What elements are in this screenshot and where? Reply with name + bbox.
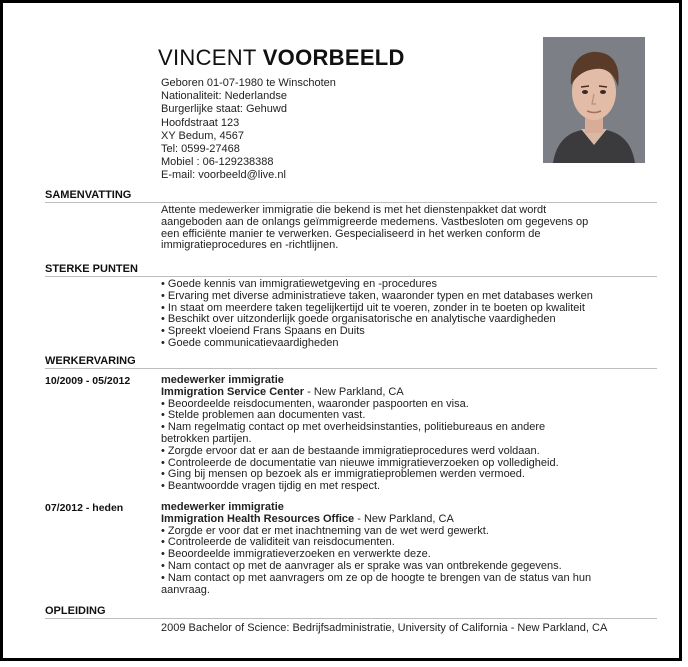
job-duty: • Stelde problemen aan documenten vast. [161, 409, 366, 422]
company-name: Immigration Service Center [161, 385, 305, 398]
company-location: - New Parkland, CA [354, 512, 454, 525]
job-entry [161, 502, 651, 596]
job-dates: 10/2009 - 05/2012 [45, 375, 131, 387]
job-duty: aanvraag. [161, 583, 210, 596]
portrait-illustration [543, 37, 645, 163]
company-location: - New Parkland, CA [304, 385, 404, 398]
job-duty: • Beoordeelde immigratieverzoeken en verwerkte deze. [161, 548, 431, 561]
job-employer [161, 387, 651, 399]
full-name [158, 45, 405, 71]
company-name: Immigration Health Resources Office [161, 512, 355, 525]
contact-line: XY Bedum, 4567 [161, 129, 244, 142]
summary-line: Attente medewerker immigratie die bekend is met het dienstenpakket dat wordt [161, 204, 547, 216]
summary-line: aangeboden aan de onlangs geïmmigreerde medemens. Vastbesloten om gegevens op [161, 215, 589, 228]
job-duty: • Nam contact op met de aanvrager als er sprake was van ontbrekende gegevens. [161, 559, 562, 572]
job-entry [161, 375, 651, 493]
list-item: • Goede kennis van immigratiewetgeving en -procedures [161, 278, 437, 290]
section-title-experience: WERKERVARING [45, 355, 136, 367]
job-duty: • Controleerde de validiteit van reisdocumenten. [161, 536, 395, 549]
job-role: medewerker immigratie [161, 501, 284, 513]
strengths-list [161, 279, 651, 350]
list-item: • Spreekt vloeiend Frans Spaans en Duits [161, 325, 365, 338]
job-dates: 07/2012 - heden [45, 502, 124, 514]
job-duty: betrokken partijen. [161, 432, 252, 445]
contact-details [161, 77, 336, 183]
contact-line: Tel: 0599-27468 [161, 143, 240, 156]
list-item: • Beschikt over uitzonderlijk goede organisatorische en analytische vaardigheden [161, 313, 556, 326]
education-text [161, 623, 651, 635]
section-divider [45, 276, 657, 277]
job-duty: • Beantwoordde vragen tijdig en met respect. [161, 480, 381, 493]
job-duty: • Controleerde de documentatie van nieuwe immigratieverzoeken op volledigheid. [161, 456, 559, 469]
profile-photo [543, 37, 645, 163]
section-divider [45, 618, 657, 619]
job-duty: • Ging bij mensen op bezoek als er immigratieproblemen werden vermoed. [161, 468, 525, 481]
section-divider [45, 368, 657, 369]
contact-line: Geboren 01-07-1980 te Winschoten [161, 77, 336, 89]
first-name: VINCENT [158, 45, 257, 70]
contact-line: Hoofdstraat 123 [161, 116, 240, 129]
section-divider [45, 202, 657, 203]
job-duty: • Zorgde er voor dat er met inachtneming van de wet werd gewerkt. [161, 524, 489, 537]
section-title-summary: SAMENVATTING [45, 189, 132, 201]
summary-line: immigratieprocedures en -richtlijnen. [161, 239, 339, 252]
contact-line: Mobiel : 06-129238388 [161, 156, 274, 169]
list-item: • Ervaring met diverse administratieve taken, waaronder typen en met databases werken [161, 289, 593, 302]
job-role: medewerker immigratie [161, 374, 284, 386]
job-duty: • Beoordeelde reisdocumenten, waaronder paspoorten en visa. [161, 397, 469, 410]
job-employer [161, 514, 651, 526]
summary-line: een efficiënte manier te verwerken. Gespecialiseerd in het werken conform de [161, 227, 541, 240]
job-duty: • Zorgde ervoor dat er aan de bestaande immigratieprocedures werd voldaan. [161, 444, 540, 457]
section-title-strengths: STERKE PUNTEN [45, 263, 138, 275]
last-name: VOORBEELD [262, 45, 405, 70]
section-title-education: OPLEIDING [45, 605, 106, 617]
email-line[interactable]: E-mail: voorbeeld@live.nl [161, 169, 286, 182]
education-line: 2009 Bachelor of Science: Bedrijfsadministratie, University of California - New Parkland, CA [161, 622, 608, 634]
job-duty: • Nam contact op met aanvragers om ze op de hoogte te brengen van de status van hun [161, 571, 592, 584]
summary-text [161, 205, 651, 252]
job-duty: • Nam regelmatig contact op met overheidsinstanties, politiebureaus en andere [161, 421, 546, 434]
list-item: • Goede communicatievaardigheden [161, 336, 339, 349]
contact-line: Nationaliteit: Nederlandse [161, 90, 287, 103]
contact-line: Burgerlijke staat: Gehuwd [161, 103, 287, 116]
list-item: • In staat om meerdere taken tegelijkertijd uit te voeren, zonder in te boeten op kwaliteit [161, 301, 585, 314]
